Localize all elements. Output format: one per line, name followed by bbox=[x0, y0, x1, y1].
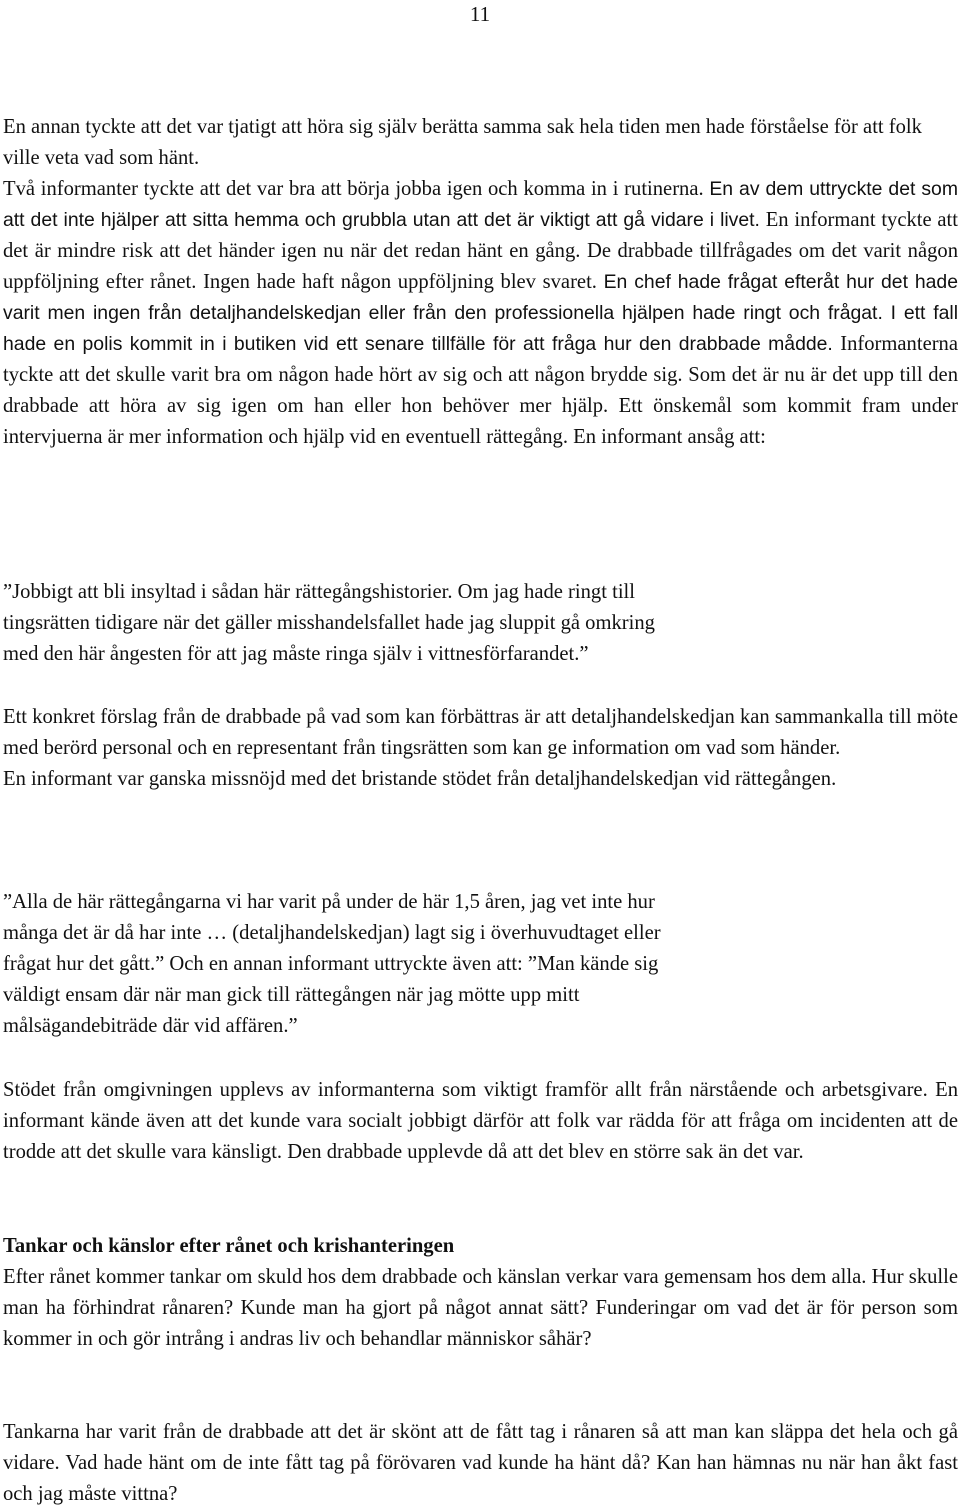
quote-line: med den här ångesten för att jag måste ringa själv i vittnesförfarandet.” bbox=[3, 643, 589, 665]
paragraph-support bbox=[3, 1075, 958, 1168]
section-body: Efter rånet kommer tankar om skuld hos dem drabbade och känslan verkar vara gemensam hos dem alla. Hur skulle man ha förhindrat rånaren? Kunde man ha gjort på något annat sätt? Funderingar om vad det är för person som kommer in och gör intrång i andras liv och behandlar människor såhär? bbox=[3, 1266, 958, 1350]
section-heading: Tankar och känslor efter rånet och krishanteringen bbox=[3, 1235, 455, 1257]
paragraph-dissatisfied: En informant var ganska missnöjd med det bristande stödet från detaljhandelskedjan vid rättegången. bbox=[3, 768, 837, 790]
paragraph-thoughts-text: Tankarna har varit från de drabbade att det är skönt att de fått tag i rånaren så att man kan släppa det hela och gå vidare. Vad hade hänt om de inte fått tag på förövaren vad kunde ha hänt då? Kan han hämnas nu när han åkt fast och jag måste vittna? bbox=[3, 1421, 958, 1505]
quote-line: ”Alla de här rättegångarna vi har varit på under de här 1,5 åren, jag vet inte hur bbox=[3, 891, 655, 913]
text-move-on: En av dem uttryckte det som att det inte hjälper att sitta hemma och grubbla utan att det är viktigt att gå vidare i livet. bbox=[3, 178, 958, 231]
quote-court bbox=[3, 577, 958, 670]
quote-line: ”Jobbigt att bli insyltad i sådan här rättegångshistorier. Om jag hade ringt till bbox=[3, 581, 635, 603]
paragraph-concrete-suggestion: Ett konkret förslag från de drabbade på vad som kan förbättras är att detaljhandelskedjan kan sammankalla till möte med berörd personal och en representant från tingsrätten som kan ge information om vad som händer. bbox=[3, 706, 958, 759]
text-manager-asked: En chef hade frågat efteråt hur det hade varit men ingen från detaljhandelskedjan eller från den professionella hjälpen hade ringt och frågat. I ett fall hade en polis kommit in i butiken vid ett senare tillfälle för att fråga hur den drabbade mådde. bbox=[3, 271, 958, 355]
page-number: 11 bbox=[469, 2, 491, 26]
paragraph-intro: En annan tyckte att det var tjatigt att höra sig själv berätta samma sak hela tiden men hade förståelse för att folk ville veta vad som hänt. bbox=[3, 116, 922, 169]
quote-trials bbox=[3, 887, 958, 1042]
paragraph-thoughts bbox=[3, 1417, 958, 1510]
quote-line: målsägandebiträde där vid affären.” bbox=[3, 1015, 298, 1037]
quote-line: frågat hur det gått.” Och en annan informant uttryckte även att: ”Man kände sig bbox=[3, 953, 659, 975]
section-thoughts bbox=[3, 1231, 958, 1355]
quote-line: tingsrätten tidigare när det gäller misshandelsfallet hade jag sluppit gå omkring bbox=[3, 612, 655, 634]
text-return-to-work: Två informanter tyckte att det var bra att börja jobba igen och komma in i rutinerna. bbox=[3, 178, 710, 200]
quote-line: många det är då har inte … (detaljhandelskedjan) lagt sig i överhuvudtaget eller bbox=[3, 922, 661, 944]
paragraph-support-text: Stödet från omgivningen upplevs av informanterna som viktigt framför allt från närstående och arbetsgivare. En informant kände även att det kunde vara socialt jobbigt därför att folk var rädda för att fråga om incidenten att de trodde att det skulle vara känsligt. Den drabbade upplevde då att det blev en större sak än det var. bbox=[3, 1079, 958, 1163]
paragraph-interview-results bbox=[3, 112, 958, 453]
paragraph-followup bbox=[3, 174, 958, 453]
paragraph-suggestion bbox=[3, 702, 958, 795]
quote-line: väldigt ensam där när man gick till rättegången när jag mötte upp mitt bbox=[3, 984, 580, 1006]
text-wish-information: Informanterna tyckte att det skulle varit bra om någon hade hört av sig och att någon brydde sig. Som det är nu är det upp till den drabbade att höra av sig igen om han eller hon behöver mer hjälp. Ett önskemål som kommit fram under intervjuerna är mer information och hjälp vid en eventuell rättegång. En informant ansåg att: bbox=[3, 333, 958, 448]
text-followup: En informant tyckte att det är mindre risk att det händer igen nu när det redan hänt en gång. De drabbade tillfrågades om det varit någon uppföljning efter rånet. Ingen hade haft någon uppföljning blev svaret. bbox=[3, 209, 958, 293]
